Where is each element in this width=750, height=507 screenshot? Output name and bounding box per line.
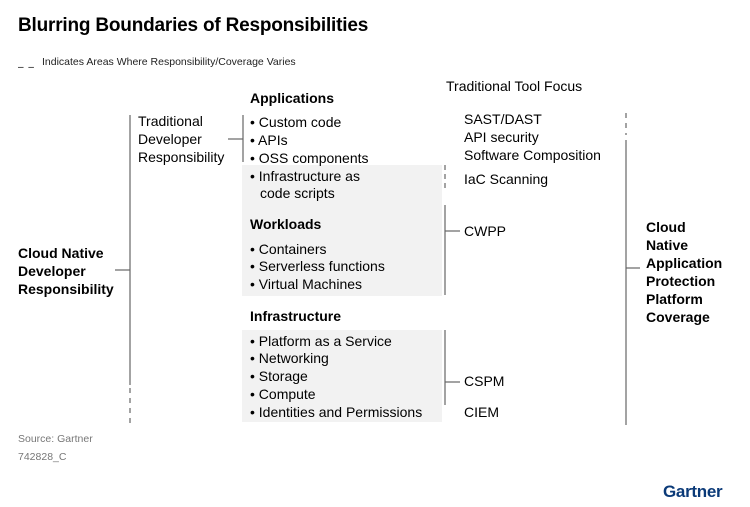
- tool-software-composition: Software Composition: [464, 147, 601, 163]
- list-item: • Virtual Machines: [250, 276, 363, 292]
- tool-iac-scanning: IaC Scanning: [464, 171, 549, 187]
- legend-dash-symbol: – –: [18, 62, 35, 73]
- applications-heading: Applications: [250, 90, 335, 106]
- tool-focus-header: Traditional Tool Focus: [446, 78, 583, 94]
- list-item: • Storage: [250, 368, 308, 384]
- list-item: code scripts: [260, 185, 335, 201]
- list-item: • Custom code: [250, 114, 342, 130]
- tool-api-security: API security: [464, 129, 539, 145]
- list-item: • APIs: [250, 132, 288, 148]
- legend-text: Indicates Areas Where Responsibility/Coverage Varies: [42, 56, 296, 68]
- infrastructure-heading: Infrastructure: [250, 308, 342, 324]
- tool-cwpp: CWPP: [464, 223, 506, 239]
- figure-code: 742828_C: [18, 451, 67, 463]
- tool-cspm: CSPM: [464, 373, 505, 389]
- page-title: Blurring Boundaries of Responsibilities: [18, 15, 369, 36]
- list-item: • Compute: [250, 386, 316, 402]
- tool-ciem: CIEM: [464, 404, 499, 420]
- list-item: • Serverless functions: [250, 258, 385, 274]
- tool-sast-dast: SAST/DAST: [464, 111, 542, 127]
- source-note: Source: Gartner: [18, 433, 93, 445]
- list-item: • Networking: [250, 350, 329, 366]
- list-item: • OSS components: [250, 150, 369, 166]
- gartner-logo: Gartner: [663, 482, 723, 501]
- list-item: • Identities and Permissions: [250, 404, 423, 420]
- list-item: • Platform as a Service: [250, 333, 392, 349]
- cloud-native-dev-responsibility-label: Cloud Native Developer Responsibility: [18, 245, 114, 297]
- list-item: • Containers: [250, 241, 327, 257]
- list-item: • Infrastructure as: [250, 168, 360, 184]
- traditional-dev-responsibility-label: Traditional Developer Responsibility: [138, 113, 225, 165]
- cnapp-coverage-label: Cloud Native Application Protection Platform Coverage: [646, 219, 723, 325]
- workloads-heading: Workloads: [250, 216, 322, 232]
